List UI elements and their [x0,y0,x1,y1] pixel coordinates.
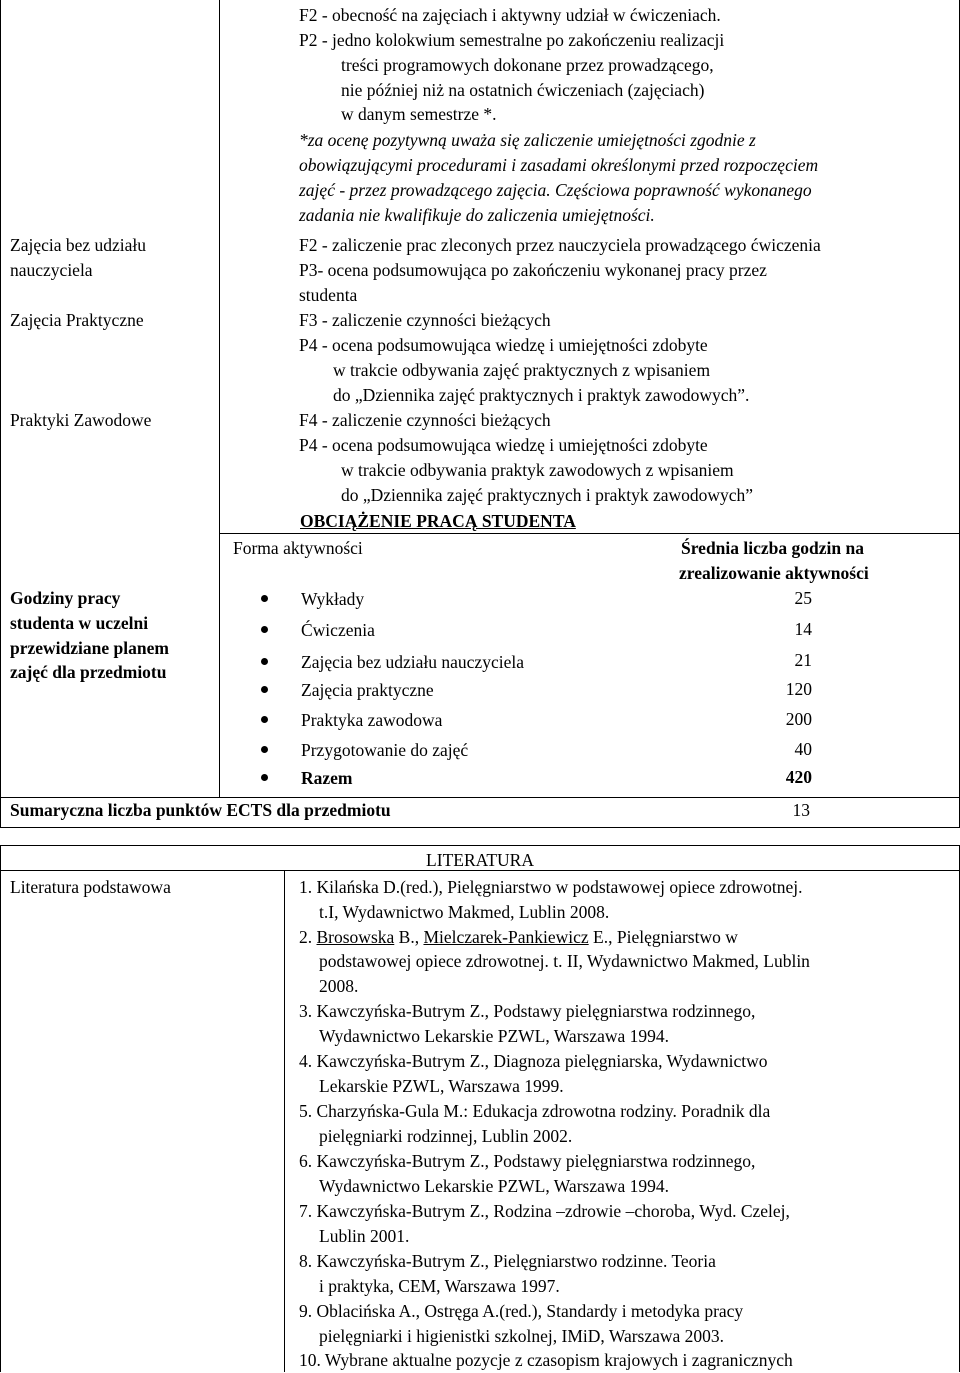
praktyki-line-4: do „Dziennika zajęć praktycznych i praktyk zawodowych” [341,485,754,505]
literature-line: 9. Oblacińska A., Ostręga A.(red.), Standardy i metodyka pracy [299,1301,744,1321]
workload-label-2: studenta w uczelni [10,613,149,633]
literature-line: Wydawnictwo Lekarskie PZWL, Warszawa 1994. [319,1026,670,1046]
assessment-line-5: w danym semestrze *. [341,104,497,124]
literature-label: Literatura podstawowa [10,877,171,897]
bullet-icon [261,658,268,665]
literature-line: 3. Kawczyńska-Butrym Z., Podstawy pielęgniarstwa rodzinnego, [299,1001,756,1021]
column-divider [219,0,220,797]
literature-line: 8. Kawczyńska-Butrym Z., Pielęgniarstwo rodzinne. Teoria [299,1251,716,1271]
praktyczne-line-3: w trakcie odbywania zajęć praktycznych z wpisaniem [333,360,711,380]
literature-line: t.I, Wydawnictwo Makmed, Lublin 2008. [319,902,610,922]
activity-name: Przygotowanie do zajęć [301,740,469,760]
italic-note-line-2: obowiązującymi procedurami i zasadami określonymi przed rozpoczęciem [299,155,819,175]
literature-line: pielęgniarki i higienistki szkolnej, IMiD, Warszawa 2003. [319,1326,725,1346]
bullet-icon [261,686,268,693]
assessment-line-4: nie później niż na ostatnich ćwiczeniach (zajęciach) [341,80,705,100]
bullet-icon [261,746,268,753]
italic-note-line-3: zajęć - przez prowadzącego zajęcia. Częściowa poprawność wykonanego [299,180,812,200]
literature-line: 2008. [319,976,359,996]
praktyki-line-1: F4 - zaliczenie czynności bieżących [299,410,551,430]
activity-hours: 200 [785,709,812,729]
left-border [0,0,1,827]
literature-line: Lublin 2001. [319,1226,410,1246]
activity-hours: 25 [794,588,812,608]
workload-label-3: przewidziane planem [10,638,169,658]
bez-udzialu-line-1: F2 - zaliczenie prac zleconych przez nauczyciela prowadzącego ćwiczenia [299,235,821,255]
workload-label-4: zajęć dla przedmiotu [10,662,167,682]
activity-total-hours: 420 [785,767,812,787]
activity-name: Zajęcia praktyczne [301,680,434,700]
activity-hours: 14 [794,619,812,639]
literature-top [0,845,960,846]
column-header-hours-1: Średnia liczba godzin na [681,538,864,558]
praktyczne-line-4: do „Dziennika zajęć praktycznych i praktyk zawodowych”. [333,385,750,405]
literature-line: i praktyka, CEM, Warszawa 1997. [319,1276,560,1296]
bullet-icon [261,716,268,723]
activity-name: Wykłady [301,589,365,609]
italic-note-line-4: zadania nie kwalifikuje do zaliczenia umiejętności. [299,205,655,225]
literature-line: 5. Charzyńska-Gula M.: Edukacja zdrowotna rodziny. Poradnik dla [299,1101,771,1121]
activity-name: Praktyka zawodowa [301,710,443,730]
literature-left-border [0,845,1,1372]
literature-line: 4. Kawczyńska-Butrym Z., Diagnoza pielęgniarska, Wydawnictwo [299,1051,768,1071]
literature-line: Wydawnictwo Lekarskie PZWL, Warszawa 1994. [319,1176,670,1196]
activity-name: Zajęcia bez udziału nauczyciela [301,652,524,672]
activity-hours: 40 [794,739,812,759]
workload-title: OBCIĄŻENIE PRACĄ STUDENTA [300,511,576,531]
workload-label-1: Godziny pracy [10,588,121,608]
literature-line: 6. Kawczyńska-Butrym Z., Podstawy pielęgniarstwa rodzinnego, [299,1151,756,1171]
activity-name: Ćwiczenia [301,620,375,640]
row-label-praktyki: Praktyki Zawodowe [10,410,152,430]
bez-udzialu-line-3: studenta [299,285,358,305]
literature-line: 10. Wybrane aktualne pozycje z czasopism krajowych i zagranicznych [299,1350,793,1370]
row-label-bez-udzialu-2: nauczyciela [10,260,93,280]
assessment-line-2: P2 - jedno kolokwium semestralne po zakończeniu realizacji [299,30,725,50]
column-header-form: Forma aktywności [233,538,363,558]
italic-note-line-1: *za ocenę pozytywną uważa się zaliczenie umiejętności zgodnie z [299,130,756,150]
literature-title: LITERATURA [426,850,534,870]
literature-line: podstawowej opiece zdrowotnej. t. II, Wydawnictwo Makmed, Lublin [319,951,810,971]
bullet-icon [261,626,268,633]
literature-line: 7. Kawczyńska-Butrym Z., Rodzina –zdrowie –choroba, Wyd. Czelej, [299,1201,790,1221]
activity-total-name: Razem [301,768,353,788]
ects-label: Sumaryczna liczba punktów ECTS dla przedmiotu [10,800,391,820]
literature-line: 1. Kilańska D.(red.), Pielęgniarstwo w podstawowej opiece zdrowotnej. [299,877,803,897]
assessment-line-3: treści programowych dokonane przez prowadzącego, [341,55,714,75]
column-header-hours-2: zrealizowanie aktywności [679,563,869,583]
ects-value: 13 [792,800,810,820]
table-bottom [0,827,960,828]
praktyki-line-3: w trakcie odbywania praktyk zawodowych z wpisaniem [341,460,734,480]
praktyczne-line-2: P4 - ocena podsumowująca wiedzę i umiejętności zdobyte [299,335,708,355]
assessment-line-1: F2 - obecność na zajęciach i aktywny udział w ćwiczeniach. [299,5,721,25]
bullet-icon [261,595,268,602]
praktyki-line-2: P4 - ocena podsumowująca wiedzę i umiejętności zdobyte [299,435,708,455]
row-label-praktyczne: Zajęcia Praktyczne [10,310,144,330]
praktyczne-line-1: F3 - zaliczenie czynności bieżących [299,310,551,330]
activity-hours: 120 [785,679,812,699]
literature-line: 2. Brosowska B., Mielczarek-Pankiewicz E., Pielęgniarstwo w [299,927,738,947]
bullet-icon [261,774,268,781]
literature-divider [284,870,285,1372]
row-label-bez-udzialu-1: Zajęcia bez udziału [10,235,147,255]
activity-hours: 21 [794,650,812,670]
literature-line: pielęgniarki rodzinnej, Lublin 2002. [319,1126,573,1146]
literature-line: Lekarskie PZWL, Warszawa 1999. [319,1076,564,1096]
bez-udzialu-line-2: P3- ocena podsumowująca po zakończeniu wykonanej pracy przez [299,260,767,280]
